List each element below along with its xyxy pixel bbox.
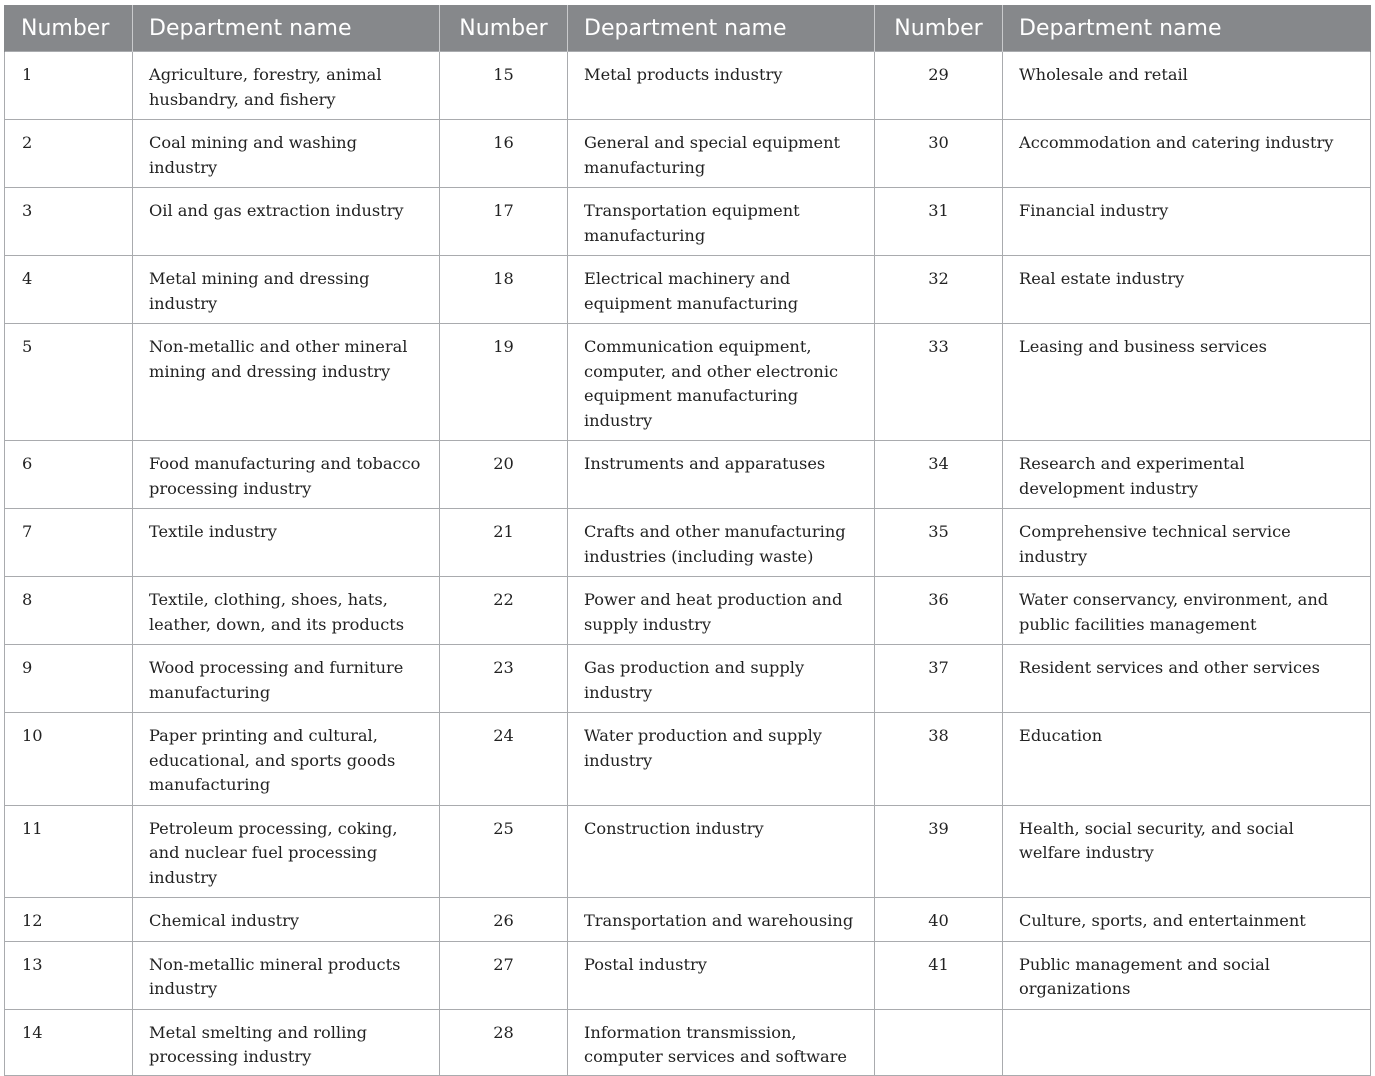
header-department-name-3: Department name <box>1003 5 1371 52</box>
department-name: Water conservancy, environment, and public facilities management <box>1003 577 1371 645</box>
department-number: 18 <box>440 256 568 324</box>
table-row <box>5 256 1371 324</box>
department-number: 16 <box>440 120 568 188</box>
department-number: 37 <box>875 645 1003 713</box>
department-number: 12 <box>5 898 133 942</box>
department-table <box>4 5 1371 1076</box>
department-name: Petroleum processing, coking, and nuclear fuel processing industry <box>133 805 440 898</box>
table-row <box>5 120 1371 188</box>
department-name: Power and heat production and supply industry <box>568 577 875 645</box>
department-name: Resident services and other services <box>1003 645 1371 713</box>
department-number: 22 <box>440 577 568 645</box>
department-name: Chemical industry <box>133 898 440 942</box>
header-number-3: Number <box>875 5 1003 52</box>
department-name: Leasing and business services <box>1003 324 1371 441</box>
table-row <box>5 577 1371 645</box>
department-number: 23 <box>440 645 568 713</box>
table-row <box>5 713 1371 806</box>
table-row <box>5 52 1371 120</box>
table-row <box>5 941 1371 1009</box>
department-name: Non-metallic and other mineral mining and dressing industry <box>133 324 440 441</box>
table-header <box>5 5 1371 52</box>
department-number: 26 <box>440 898 568 942</box>
department-name: Comprehensive technical service industry <box>1003 509 1371 577</box>
department-number: 13 <box>5 941 133 1009</box>
department-name: Electrical machinery and equipment manufacturing <box>568 256 875 324</box>
department-number: 20 <box>440 441 568 509</box>
department-number: 38 <box>875 713 1003 806</box>
department-name: Coal mining and washing industry <box>133 120 440 188</box>
department-name: Agriculture, forestry, animal husbandry, and fishery <box>133 52 440 120</box>
table-row <box>5 509 1371 577</box>
department-name: Paper printing and cultural, educational, and sports goods manufacturing <box>133 713 440 806</box>
table-row <box>5 645 1371 713</box>
department-number: 6 <box>5 441 133 509</box>
department-name: Crafts and other manufacturing industries (including waste) <box>568 509 875 577</box>
department-number: 34 <box>875 441 1003 509</box>
department-name: Metal smelting and rolling processing industry <box>133 1009 440 1075</box>
header-row <box>5 5 1371 52</box>
department-name: Transportation equipment manufacturing <box>568 188 875 256</box>
department-name: Education <box>1003 713 1371 806</box>
header-number-2: Number <box>440 5 568 52</box>
department-number: 31 <box>875 188 1003 256</box>
department-number: 3 <box>5 188 133 256</box>
department-name: Postal industry <box>568 941 875 1009</box>
department-name: Health, social security, and social welfare industry <box>1003 805 1371 898</box>
header-number-1: Number <box>5 5 133 52</box>
department-number: 39 <box>875 805 1003 898</box>
department-name: Culture, sports, and entertainment <box>1003 898 1371 942</box>
department-number: 30 <box>875 120 1003 188</box>
table-row <box>5 324 1371 441</box>
department-name: Non-metallic mineral products industry <box>133 941 440 1009</box>
department-number: 32 <box>875 256 1003 324</box>
department-name: Information transmission, computer services and software <box>568 1009 875 1075</box>
department-name: Communication equipment, computer, and other electronic equipment manufacturing industry <box>568 324 875 441</box>
department-name: Public management and social organizations <box>1003 941 1371 1009</box>
department-number: 29 <box>875 52 1003 120</box>
table-row <box>5 188 1371 256</box>
department-number <box>875 1009 1003 1075</box>
department-number: 14 <box>5 1009 133 1075</box>
department-number: 33 <box>875 324 1003 441</box>
department-number: 15 <box>440 52 568 120</box>
department-name <box>1003 1009 1371 1075</box>
department-number: 1 <box>5 52 133 120</box>
department-number: 40 <box>875 898 1003 942</box>
header-department-name-2: Department name <box>568 5 875 52</box>
department-number: 5 <box>5 324 133 441</box>
department-number: 7 <box>5 509 133 577</box>
header-department-name-1: Department name <box>133 5 440 52</box>
department-number: 25 <box>440 805 568 898</box>
department-name: Research and experimental development industry <box>1003 441 1371 509</box>
table-row <box>5 1009 1371 1075</box>
department-name: Metal mining and dressing industry <box>133 256 440 324</box>
department-name: Wholesale and retail <box>1003 52 1371 120</box>
department-name: Water production and supply industry <box>568 713 875 806</box>
department-number: 19 <box>440 324 568 441</box>
department-number: 24 <box>440 713 568 806</box>
department-number: 41 <box>875 941 1003 1009</box>
department-number: 4 <box>5 256 133 324</box>
department-name: Transportation and warehousing <box>568 898 875 942</box>
department-name: Textile industry <box>133 509 440 577</box>
department-number: 9 <box>5 645 133 713</box>
department-name: Gas production and supply industry <box>568 645 875 713</box>
department-number: 27 <box>440 941 568 1009</box>
table-row <box>5 898 1371 942</box>
table-body <box>5 52 1371 1076</box>
department-name: Oil and gas extraction industry <box>133 188 440 256</box>
department-number: 28 <box>440 1009 568 1075</box>
department-name: Instruments and apparatuses <box>568 441 875 509</box>
department-name: Wood processing and furniture manufacturing <box>133 645 440 713</box>
department-number: 21 <box>440 509 568 577</box>
department-name: Textile, clothing, shoes, hats, leather, down, and its products <box>133 577 440 645</box>
department-number: 10 <box>5 713 133 806</box>
department-name: Financial industry <box>1003 188 1371 256</box>
department-number: 8 <box>5 577 133 645</box>
department-name: Construction industry <box>568 805 875 898</box>
department-name: General and special equipment manufacturing <box>568 120 875 188</box>
table-row <box>5 441 1371 509</box>
department-name: Food manufacturing and tobacco processing industry <box>133 441 440 509</box>
department-name: Accommodation and catering industry <box>1003 120 1371 188</box>
department-number: 11 <box>5 805 133 898</box>
department-number: 36 <box>875 577 1003 645</box>
department-number: 2 <box>5 120 133 188</box>
department-number: 17 <box>440 188 568 256</box>
table-row <box>5 805 1371 898</box>
department-number: 35 <box>875 509 1003 577</box>
department-name: Real estate industry <box>1003 256 1371 324</box>
department-name: Metal products industry <box>568 52 875 120</box>
